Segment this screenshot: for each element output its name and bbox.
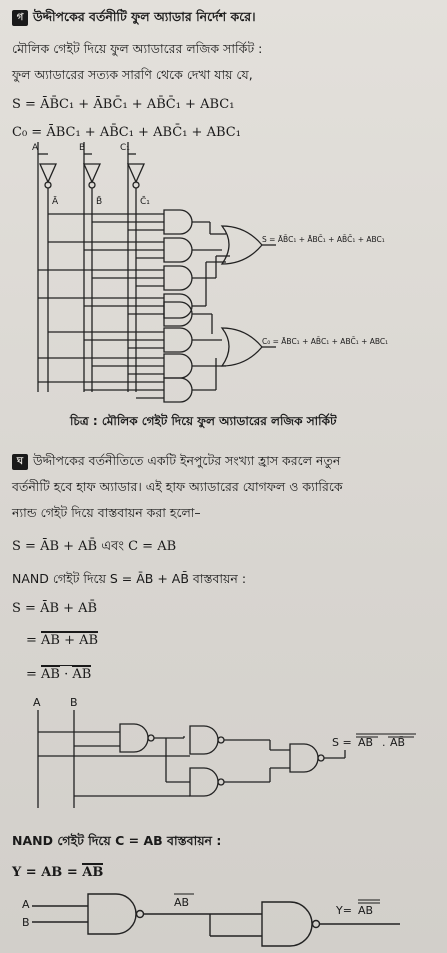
step3-body-outer bbox=[41, 665, 91, 682]
half-adder-equation: S = ĀB + AB̄ এবং C = AB bbox=[12, 539, 177, 554]
circuit2-output-prefix: Y= bbox=[336, 904, 352, 917]
step2-body: ĀB + AB̄ bbox=[41, 633, 99, 648]
step1: S = ĀB + AB̄ bbox=[12, 601, 98, 616]
step3-a: ĀB bbox=[41, 667, 60, 682]
circuit2-input-a: A bbox=[22, 898, 30, 911]
nand-carry-circuit bbox=[0, 884, 447, 950]
part-ga-badge: গ bbox=[12, 10, 28, 26]
fa-input-a: A bbox=[32, 143, 39, 153]
fa-input-a-bar: Ā bbox=[52, 197, 59, 207]
part-gha-para1 bbox=[12, 452, 340, 470]
step3 bbox=[26, 666, 91, 684]
sum-equation: S = ĀB̄C₁ + ĀBC̄₁ + AB̄C̄₁ + ABC₁ bbox=[12, 97, 235, 112]
fa-input-b-bar: B̄ bbox=[96, 197, 103, 207]
y-equation-prefix: Y = AB = bbox=[12, 865, 78, 880]
fa-carry-output: C₀ = ĀBC₁ + AB̄C₁ + ABC̄₁ + ABC₁ bbox=[262, 337, 389, 346]
part-ga-line3: ফুল অ্যাডারের সত্যক সারণি থেকে দেখা যায় যে, bbox=[12, 67, 253, 82]
circuit1-input-a: A bbox=[33, 696, 41, 709]
part-ga-heading bbox=[12, 8, 256, 26]
part-ga-heading-text: উদ্দীপকের বর্তনীটি ফুল অ্যাডার নির্দেশ করে। bbox=[33, 9, 256, 24]
fa-input-c: C₁ bbox=[120, 143, 130, 153]
circuit1-output-a: ĀB bbox=[358, 736, 374, 749]
circuit2-input-b: B bbox=[22, 916, 30, 929]
part-gha-para2: বর্তনীটি হবে হাফ অ্যাডার। এই হাফ অ্যাডারের যোগফল ও ক্যারিকে bbox=[12, 479, 343, 494]
fa-input-b: B bbox=[79, 143, 86, 153]
part-gha-para3: ন্যান্ড গেইট দিয়ে বাস্তবায়ন করা হলো– bbox=[12, 505, 201, 520]
nand-c-title: NAND গেইট দিয়ে C = AB বাস্তবায়ন : bbox=[12, 833, 222, 848]
circuit1-output-dot: . bbox=[382, 736, 386, 749]
fa-input-c-bar: C̄₁ bbox=[140, 197, 150, 207]
nand-half-adder-sum-circuit bbox=[0, 696, 447, 820]
step3-prefix: = bbox=[26, 667, 37, 682]
y-equation bbox=[12, 864, 103, 882]
carry-equation: C₀ = ĀBC₁ + AB̄C₁ + ABC̄₁ + ABC₁ bbox=[12, 125, 241, 140]
circuit1-output-b: AB̄ bbox=[390, 736, 406, 749]
step2-body-outer bbox=[41, 631, 98, 648]
part-gha-para1-text: উদ্দীপকের বর্তনীতিতে একটি ইনপুটের সংখ্যা হ্রাস করলে নতুন bbox=[33, 453, 341, 468]
circuit1-input-b: B bbox=[70, 696, 78, 709]
full-adder-diagram bbox=[0, 142, 447, 404]
part-gha-badge: ঘ bbox=[12, 454, 28, 470]
y-equation-body: AB bbox=[82, 865, 104, 880]
fa-sum-output: S = ĀB̄C₁ + ĀBC̄₁ + AB̄C̄₁ + ABC₁ bbox=[262, 235, 385, 244]
circuit2-output-body: AB bbox=[358, 904, 374, 917]
nand-s-title: NAND গেইট দিয়ে S = ĀB + AB̄ বাস্তবায়ন : bbox=[12, 571, 247, 586]
step2-prefix: = bbox=[26, 633, 37, 648]
circuit1-output-prefix: S = bbox=[332, 736, 352, 749]
step3-dot: · bbox=[64, 667, 69, 682]
step2 bbox=[26, 632, 98, 650]
diagram-caption: চিত্র : মৌলিক গেইট দিয়ে ফুল অ্যাডারের লজিক সার্কিট bbox=[70, 414, 337, 428]
circuit2-mid-label: AB bbox=[174, 896, 190, 909]
y-body-outer bbox=[82, 863, 103, 880]
step3-b: AB̄ bbox=[72, 667, 92, 682]
part-ga-line2: মৌলিক গেইট দিয়ে ফুল অ্যাডারের লজিক সার্কিট : bbox=[12, 41, 263, 56]
